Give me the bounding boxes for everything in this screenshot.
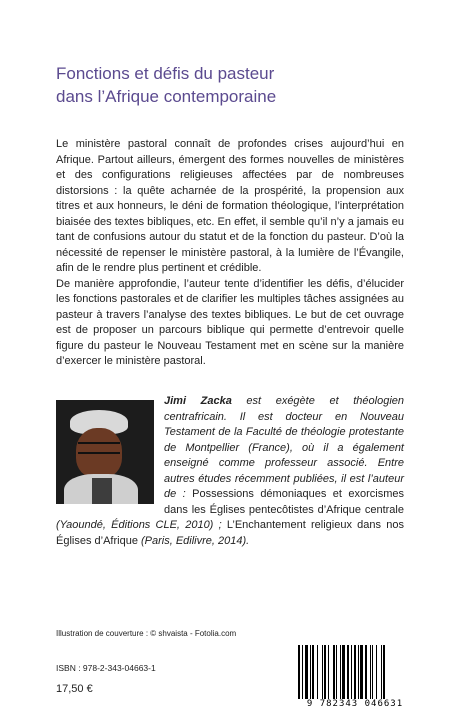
barcode-bar (365, 645, 367, 699)
barcode-bar (372, 645, 373, 699)
barcode-bar (351, 645, 352, 699)
barcode-bar (383, 645, 385, 699)
barcode-bar (360, 645, 363, 699)
barcode-bar (305, 645, 308, 699)
barcode-bar (328, 645, 329, 699)
author-photo (56, 400, 154, 504)
author-book-2: L’Enchantement religieux dans nos Églises d’Afrique (56, 519, 404, 547)
price: 17,50 € (56, 683, 93, 695)
barcode-bar (342, 645, 345, 699)
barcode-bar (317, 645, 318, 699)
barcode-bar (358, 645, 359, 699)
barcode-bar (370, 645, 371, 699)
barcode-digits: 9 782343 046631 (306, 699, 404, 709)
author-book-1-publisher: (Yaoundé, Éditions CLE, 2010) ; (56, 519, 227, 531)
barcode-bar (324, 645, 326, 699)
barcode-bar (310, 645, 311, 699)
barcode-bar (298, 645, 300, 699)
summary-paragraph-1: Le ministère pastoral connaît de profondes crises aujourd’hui en Afrique. Partout ailleurs, émergent des formes nouvelles de ministères et des configurations religieuses affectées par de nombreuses distorsions : la quête acharnée de la prospérité, la propension aux titres et aux honneurs, le déni de formation théologique, l’interprétation biaisée des textes bibliques, etc. En effet, il semble qu’il n’y a jamais eu tant de confusions autour du statut et de la fonction du pasteur. D’où la nécessité de repenser le ministère pastoral, à la lumière de l’Évangile, afin de le rendre plus pertinent et crédible. (56, 138, 404, 274)
barcode-bar (322, 645, 323, 699)
barcode-bar (312, 645, 314, 699)
author-book-1: Possessions démoniaques et exorcismes dans les Églises pentecôtistes d’Afrique centrale (164, 488, 405, 516)
barcode-bar (336, 645, 337, 699)
author-name: Jimi Zacka (164, 395, 232, 407)
barcode (290, 643, 420, 713)
book-title-line-2: dans l’Afrique contemporaine (56, 87, 277, 106)
barcode-bar (347, 645, 349, 699)
barcode-bar (333, 645, 335, 699)
barcode-bar (302, 645, 303, 699)
book-summary (56, 137, 404, 370)
cover-illustration-credit: Illustration de couverture : © shvaista - Fotolia.com (56, 629, 237, 638)
barcode-bar (340, 645, 341, 699)
book-title-line-1: Fonctions et défis du pasteur (56, 64, 275, 83)
barcode-bar (381, 645, 382, 699)
barcode-bars (298, 645, 414, 699)
author-bio-intro: est exégète et théologien centrafricain. Il est docteur en Nouveau Testament de la Faculté de théologie protestante de Montpellier (France), où il a également enseigné comme professeur associé. Entre autres études récemment publiées, il est l’auteur de : (164, 395, 404, 500)
barcode-bar (376, 645, 377, 699)
book-title (56, 62, 416, 108)
isbn: ISBN : 978-2-343-04663-1 (56, 663, 156, 673)
barcode-bar (354, 645, 356, 699)
author-book-2-publisher: (Paris, Edilivre, 2014). (137, 534, 250, 547)
author-bio (56, 394, 404, 549)
summary-paragraph-2: De manière approfondie, l’auteur tente d’identifier les défis, d’élucider les fonctions pastorales et de clarifier les multiples tâches assignées au pasteur à travers l’analyse des textes bibliques. Le but de cet ouvrage est de proposer un parcours biblique qui permette d’entrevoir quelle figure du pasteur le Nouveau Testament met en scène sur la manière d’exercer le ministère pastoral. (56, 277, 404, 367)
